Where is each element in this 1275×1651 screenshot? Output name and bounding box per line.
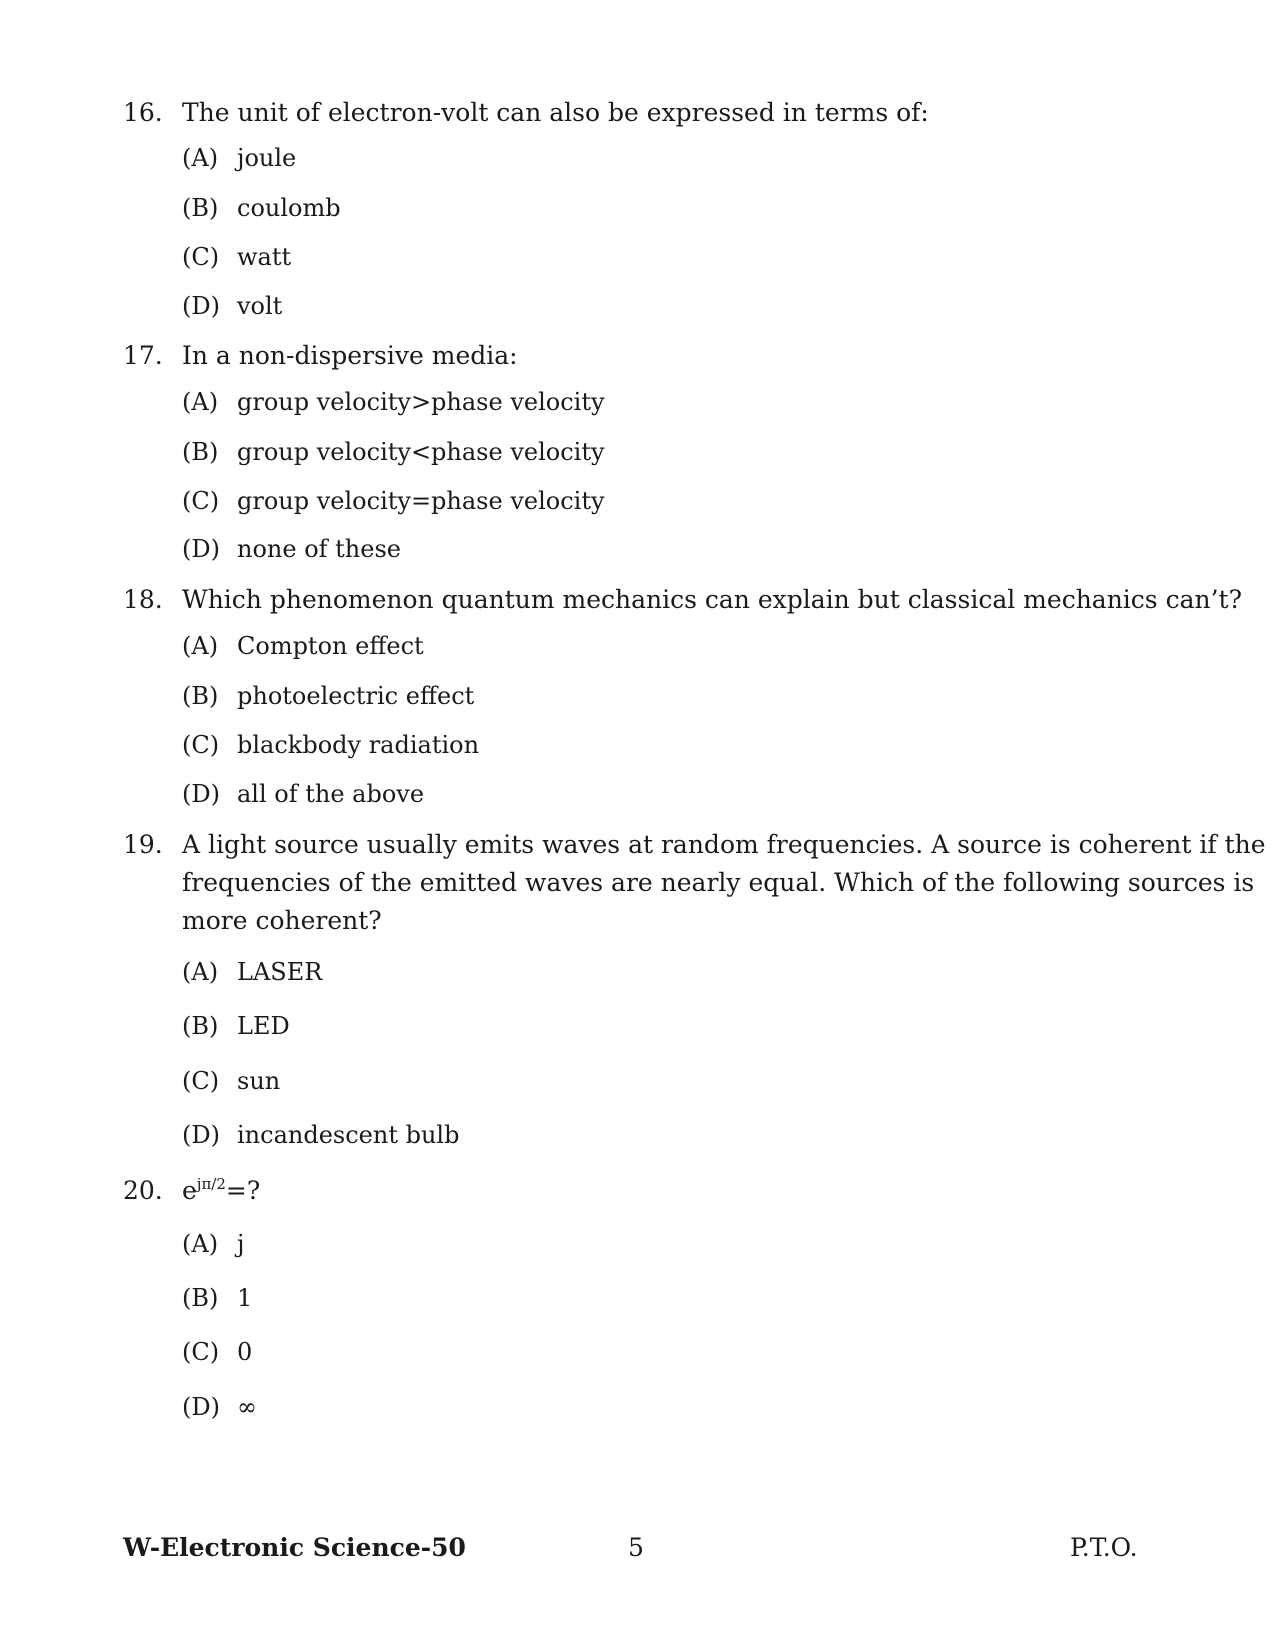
question-text-line-3: more coherent? <box>182 906 382 935</box>
option-text: none of these <box>237 535 401 563</box>
option-d <box>182 288 282 324</box>
option-text: group velocity=phase velocity <box>237 487 605 515</box>
option-a <box>182 1226 244 1262</box>
option-text: LED <box>237 1012 290 1040</box>
option-b <box>182 1008 290 1044</box>
option-label: (A) <box>182 1230 219 1258</box>
option-label: (C) <box>182 1067 220 1095</box>
option-c <box>182 1063 280 1099</box>
option-text: joule <box>237 144 297 172</box>
option-d <box>182 1117 459 1153</box>
option-text: blackbody radiation <box>237 731 480 759</box>
question-number: 18. <box>123 585 163 614</box>
option-b <box>182 190 341 226</box>
option-text: LASER <box>237 958 323 986</box>
option-label: (C) <box>182 243 220 271</box>
option-c <box>182 239 291 275</box>
option-a <box>182 628 424 664</box>
formula-exponent: jπ/2 <box>196 1175 226 1193</box>
option-label: (A) <box>182 958 219 986</box>
option-b <box>182 678 474 714</box>
option-label: (B) <box>182 1012 219 1040</box>
option-label: (D) <box>182 780 220 808</box>
formula-tail: =? <box>225 1176 261 1205</box>
option-a <box>182 954 322 990</box>
option-c <box>182 1334 252 1370</box>
option-a <box>182 140 296 176</box>
option-label: (C) <box>182 731 220 759</box>
question-number: 20. <box>123 1176 163 1205</box>
option-label: (B) <box>182 438 219 466</box>
question-text-line-1: A light source usually emits waves at random frequencies. A source is coherent if the <box>182 830 1266 859</box>
option-label: (D) <box>182 535 220 563</box>
option-d <box>182 776 424 812</box>
option-label: (C) <box>182 487 220 515</box>
option-text: volt <box>237 292 283 320</box>
option-label: (A) <box>182 388 219 416</box>
question-text: Which phenomenon quantum mechanics can explain but classical mechanics can’t? <box>182 585 1242 614</box>
option-label: (B) <box>182 194 219 222</box>
option-text: photoelectric effect <box>237 682 475 710</box>
option-label: (A) <box>182 144 219 172</box>
option-a <box>182 384 605 420</box>
footer-page-number: 5 <box>628 1533 644 1562</box>
footer-pto: P.T.O. <box>1070 1533 1138 1562</box>
option-text: incandescent bulb <box>237 1121 460 1149</box>
formula-base: e <box>182 1176 197 1205</box>
option-text: ∞ <box>237 1393 257 1421</box>
option-text: 1 <box>237 1284 253 1312</box>
option-text: j <box>237 1230 245 1258</box>
option-label: (D) <box>182 1121 220 1149</box>
option-d <box>182 1389 257 1425</box>
option-d <box>182 531 401 567</box>
option-label: (A) <box>182 632 219 660</box>
option-text: group velocity>phase velocity <box>237 388 605 416</box>
option-text: watt <box>237 243 292 271</box>
footer-paper-code: W-Electronic Science-50 <box>123 1533 466 1562</box>
option-text: coulomb <box>237 194 341 222</box>
option-label: (D) <box>182 1393 220 1421</box>
question-number: 16. <box>123 98 163 127</box>
question-number: 17. <box>123 341 163 370</box>
option-c <box>182 483 605 519</box>
option-b <box>182 1280 252 1316</box>
option-text: Compton effect <box>237 632 424 660</box>
option-c <box>182 727 479 763</box>
option-text: sun <box>237 1067 281 1095</box>
option-label: (C) <box>182 1338 220 1366</box>
option-text: all of the above <box>237 780 425 808</box>
question-text: The unit of electron-volt can also be expressed in terms of: <box>182 98 929 127</box>
option-label: (B) <box>182 682 219 710</box>
option-text: 0 <box>237 1338 253 1366</box>
option-b <box>182 434 605 470</box>
question-formula <box>182 1171 260 1211</box>
option-label: (D) <box>182 292 220 320</box>
option-label: (B) <box>182 1284 219 1312</box>
question-text: In a non-dispersive media: <box>182 341 518 370</box>
question-text-line-2: frequencies of the emitted waves are nearly equal. Which of the following sources is <box>182 868 1255 897</box>
question-number: 19. <box>123 830 163 859</box>
option-text: group velocity<phase velocity <box>237 438 605 466</box>
